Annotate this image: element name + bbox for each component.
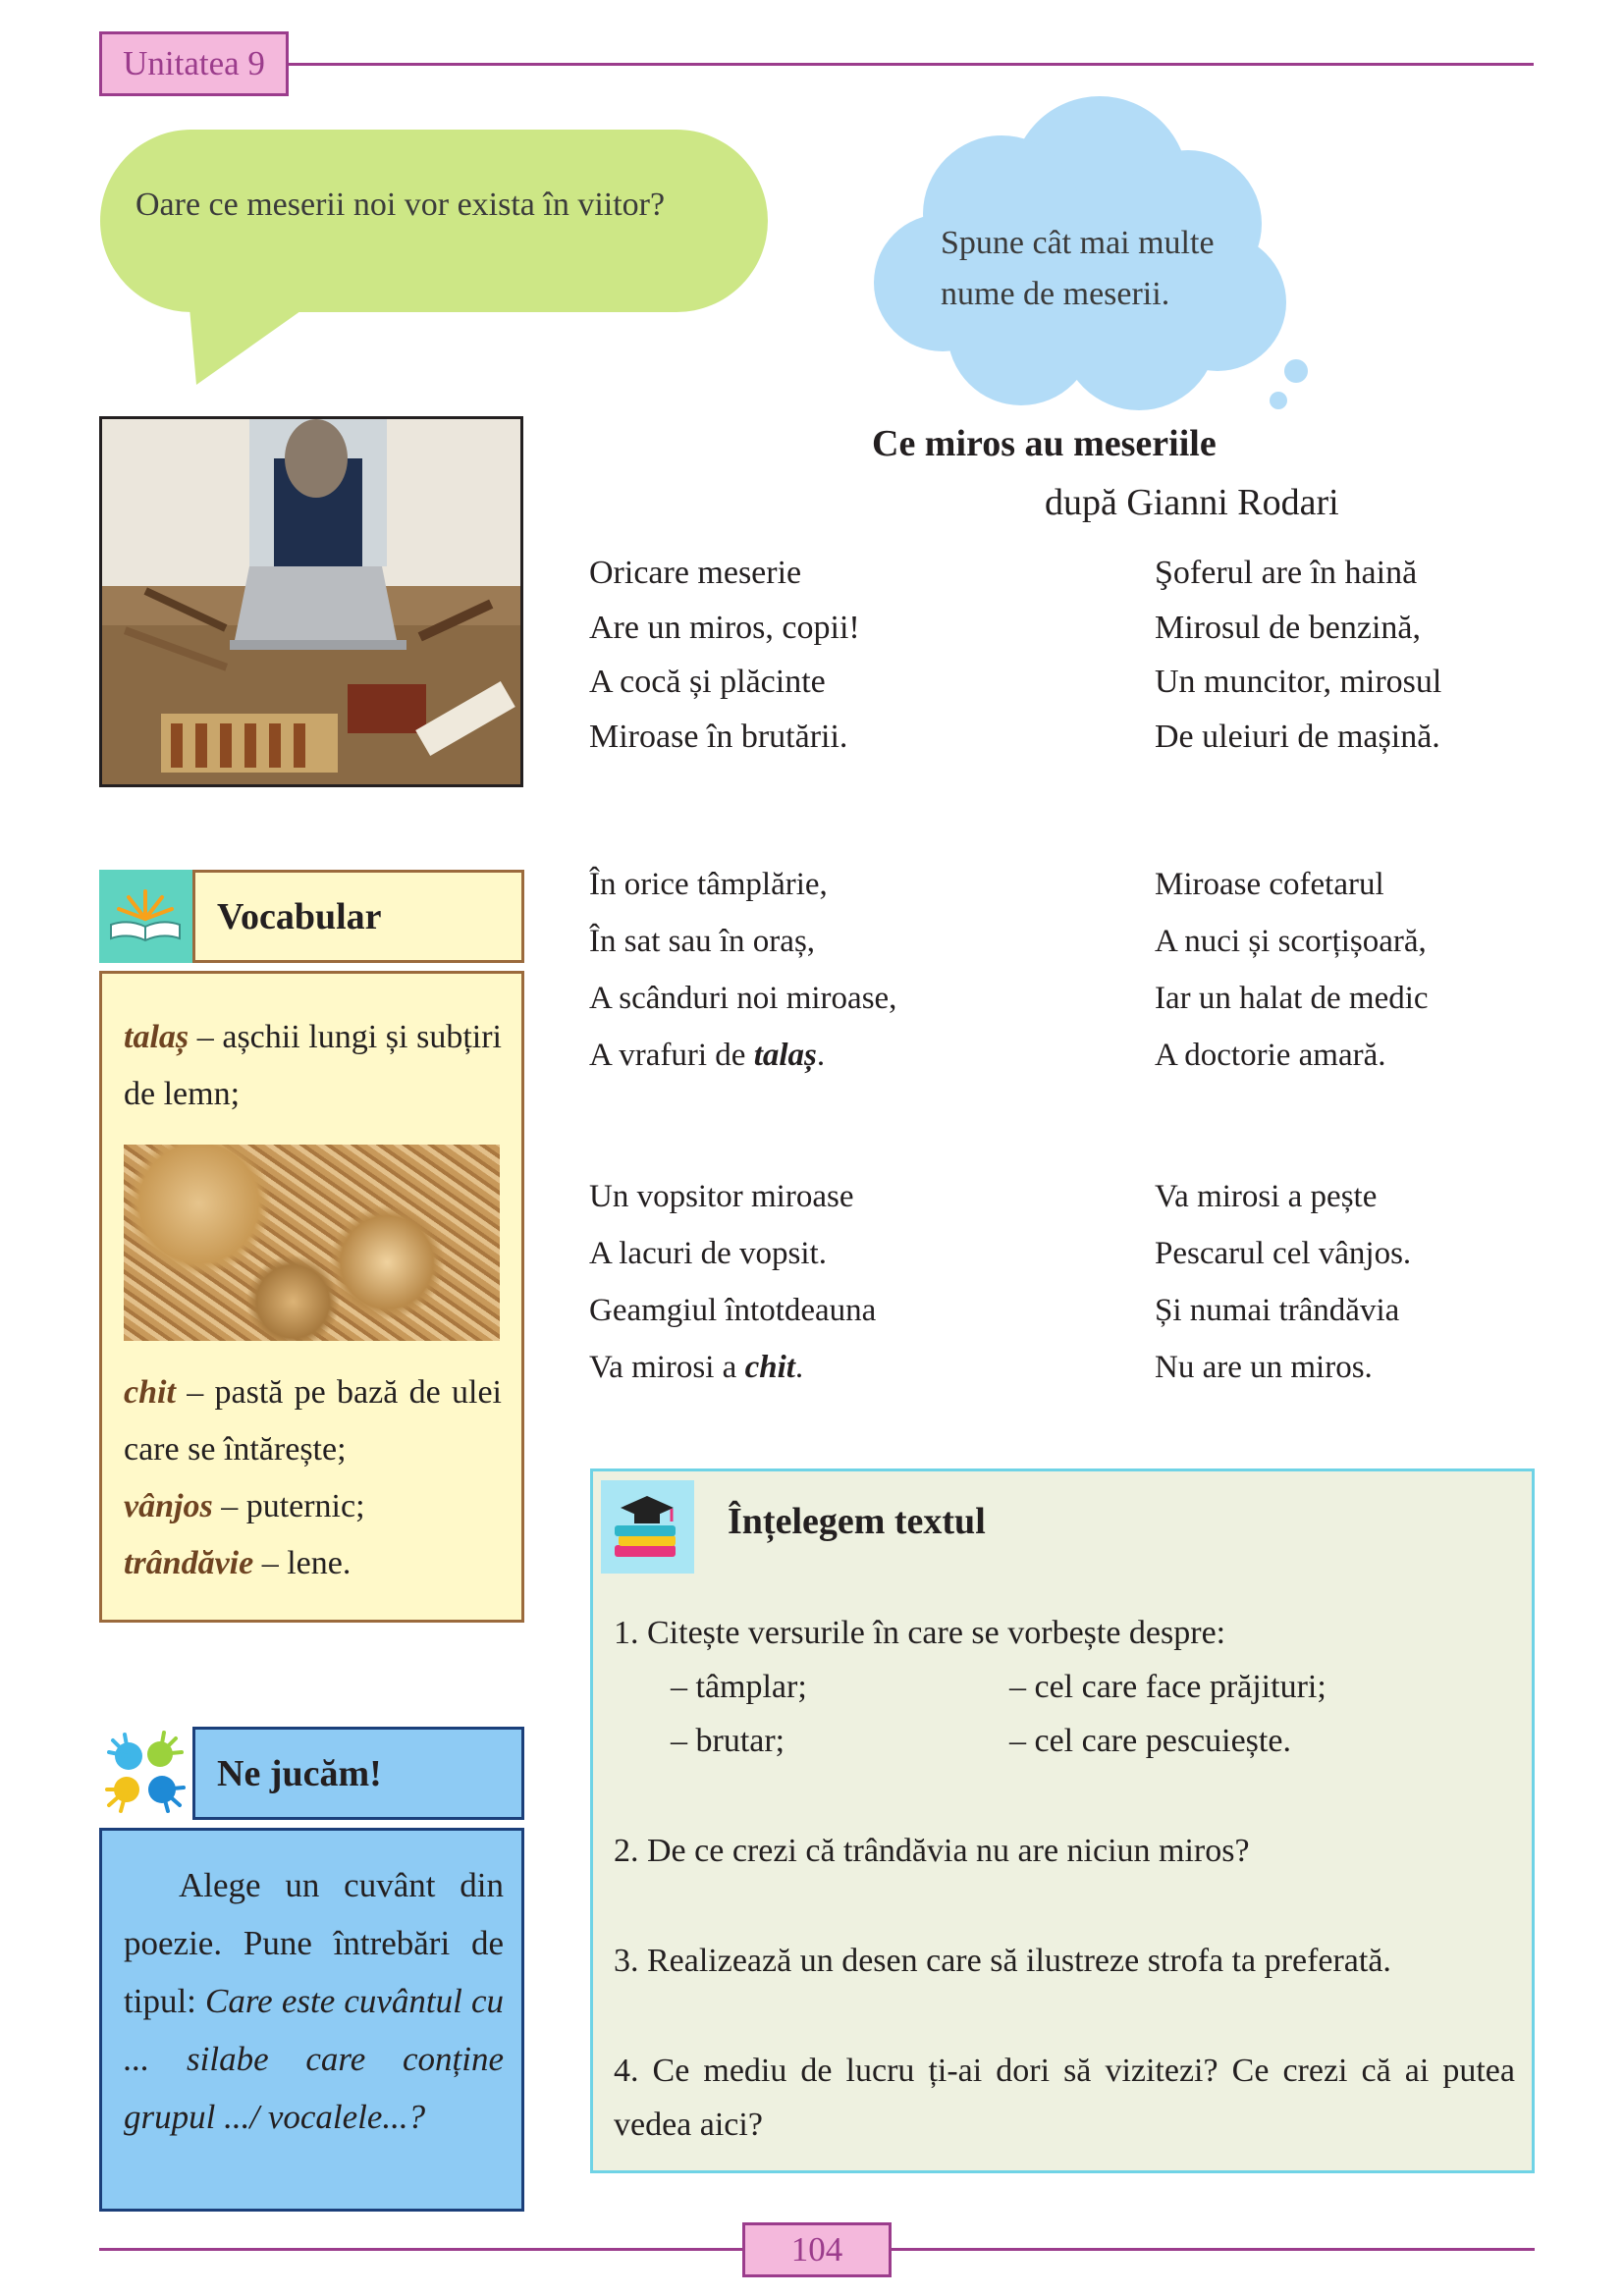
games-text-plain: Alege un cuvânt din poezie. Pune întrebări de tipul: — [124, 1866, 504, 2020]
games-title: Ne jucăm! — [192, 1727, 524, 1820]
vocabulary-definition: – pastă pe bază de ulei care se întărește; — [124, 1374, 502, 1468]
poem-line: A nuci și scorțișoară, — [1155, 924, 1427, 959]
poem-author: după Gianni Rodari — [1045, 482, 1339, 523]
poem-line: În orice tâmplărie, — [589, 867, 828, 902]
question-1-item: – cel care face prăjituri; — [1009, 1669, 1326, 1705]
vocabulary-term: vânjos — [124, 1488, 213, 1524]
vocabulary-term: talaș — [124, 1019, 189, 1055]
poem-line-text: . — [794, 1350, 804, 1385]
poem-line: A scânduri noi miroase, — [589, 981, 897, 1016]
vocabulary-entry-trandavie — [124, 1535, 502, 1592]
poem-line: De uleiuri de mașină. — [1155, 718, 1440, 755]
poem-line: Miroase cofetarul — [1155, 867, 1384, 902]
question-2: 2. De ce crezi că trândăvia nu are niciun miros? — [614, 1833, 1250, 1869]
vocabulary-term: chit — [124, 1374, 176, 1411]
vocabulary-entry-talas — [124, 1009, 502, 1123]
poem-line: A lacuri de vopsit. — [589, 1236, 827, 1271]
poem-line: Are un miros, copii! — [589, 609, 860, 646]
vocabulary-entry-vanjos — [124, 1478, 502, 1535]
poem-line: Și numai trândăvia — [1155, 1293, 1400, 1328]
vocabulary-box — [99, 971, 524, 1623]
poem-line-text: . — [816, 1038, 826, 1073]
thought-line-1: Spune cât mai multe — [941, 225, 1215, 261]
poem-stanza-4 — [1155, 856, 1429, 1084]
vocabulary-entry-chit — [124, 1364, 502, 1478]
poem-line: Mirosul de benzină, — [1155, 609, 1421, 646]
question-1: 1. Citește versurile în care se vorbește despre: — [614, 1615, 1226, 1651]
poem-line-text: A vrafuri de — [589, 1038, 754, 1073]
poem-line: A doctorie amară. — [1155, 1038, 1386, 1073]
poem-line: Un muncitor, mirosul — [1155, 664, 1442, 700]
open-book-icon — [99, 870, 192, 963]
poem-stanza-3 — [589, 856, 896, 1084]
speech-bubble-text: Oare ce meserii noi vor exista în viitor? — [135, 187, 666, 223]
unit-label: Unitatea 9 — [99, 31, 289, 96]
vocabulary-term: trândăvie — [124, 1545, 254, 1581]
speech-bubble — [98, 128, 776, 385]
poem-line-text: Va mirosi a — [589, 1350, 745, 1385]
poem-line: Va mirosi a pește — [1155, 1179, 1378, 1214]
poem-stanza-1 — [589, 546, 860, 764]
games-box — [99, 1828, 524, 2212]
poem-term-chit: chit — [744, 1350, 795, 1385]
vocabulary-definition: – puternic; — [212, 1488, 365, 1524]
question-4: 4. Ce mediu de lucru ți-ai dori să vizitezi? Ce crezi că ai putea vedea aici? — [614, 2053, 1515, 2143]
poem-line: Şoferul are în haină — [1155, 555, 1418, 591]
poem-line: În sat sau în oraș, — [589, 924, 816, 959]
vocabulary-definition: – lene. — [253, 1545, 352, 1581]
question-3: 3. Realizează un desen care să ilustreze strofa ta preferată. — [614, 1943, 1391, 1979]
poem-stanza-5 — [589, 1168, 876, 1396]
poem-line: Geamgiul întotdeauna — [589, 1293, 877, 1328]
page-number: 104 — [742, 2222, 892, 2277]
poem-line — [589, 1027, 896, 1084]
vocabulary-definition: – așchii lungi și subțiri de lemn; — [124, 1019, 502, 1112]
poem-line: Miroase în brutării. — [589, 718, 848, 755]
header-divider — [289, 63, 1534, 66]
question-1-item: – cel care pescuiește. — [1009, 1723, 1291, 1759]
comprehension-title: Înțelegem textul — [728, 1501, 986, 1542]
poem-stanza-6 — [1155, 1168, 1411, 1396]
vocabulary-title: Vocabular — [192, 870, 524, 963]
poem-line: Un vopsitor miroase — [589, 1179, 854, 1214]
poem-term-talas: talaș — [753, 1038, 817, 1073]
carpenter-workshop-photo — [99, 416, 523, 787]
hands-icon — [99, 1727, 192, 1820]
question-1-item: – brutar; — [671, 1723, 785, 1759]
poem-line: A cocă și plăcinte — [589, 664, 826, 700]
poem-stanza-2 — [1155, 546, 1441, 764]
question-1-item: – tâmplar; — [671, 1669, 807, 1705]
wood-shavings-photo — [124, 1145, 500, 1341]
games-instructions — [124, 1856, 504, 2146]
thought-line-2: nume de meserii. — [941, 276, 1170, 312]
thought-bubble-text — [941, 218, 1215, 320]
poem-line: Nu are un miros. — [1155, 1350, 1373, 1385]
poem-line — [589, 1339, 876, 1396]
graduation-cap-books-icon — [601, 1480, 694, 1574]
poem-line: Iar un halat de medic — [1155, 981, 1429, 1016]
poem-line: Pescarul cel vânjos. — [1155, 1236, 1412, 1271]
poem-title: Ce miros au meseriile — [872, 423, 1217, 464]
poem-line: Oricare meserie — [589, 555, 802, 591]
games-text-italic: Care este cuvântul cu ... silabe care conține grupul .../ vocalele...? — [124, 1982, 504, 2136]
